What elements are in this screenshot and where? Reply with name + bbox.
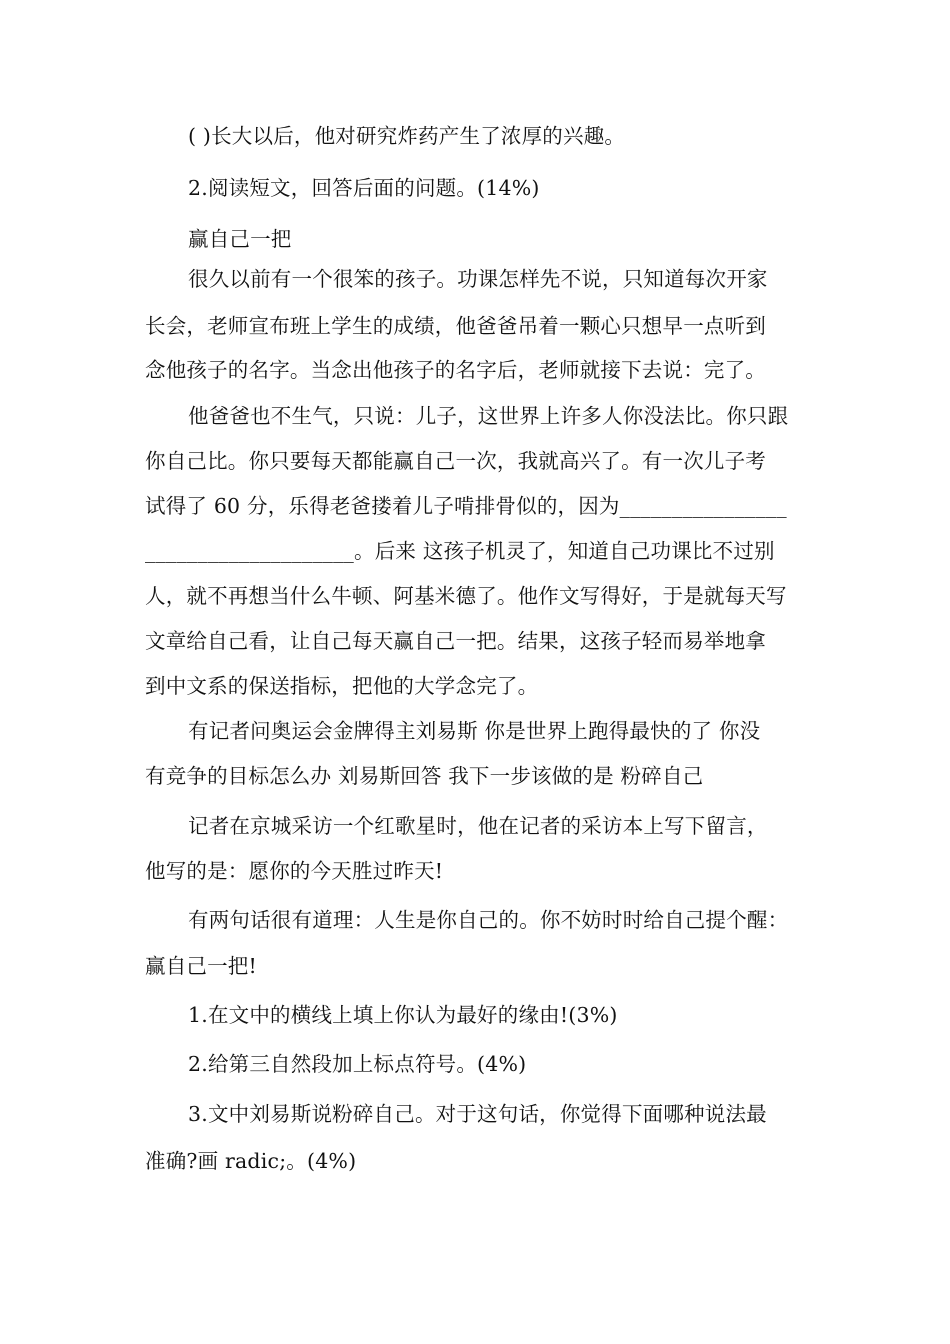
paragraph-line: 念他孩子的名字。当念出他孩子的名字后，老师就接下去说：完了。 [145, 358, 766, 382]
sub-question: 3.文中刘易斯说粉碎自己。对于这句话，你觉得下面哪种说法最 [188, 1102, 767, 1126]
sub-question: 准确?画 radic;。(4%) [145, 1149, 357, 1173]
paragraph-line: 很久以前有一个很笨的孩子。功课怎样先不说，只知道每次开家 [188, 267, 768, 291]
question-heading: 2.阅读短文，回答后面的问题。(14%) [188, 176, 540, 200]
paragraph-line: 人，就不再想当什么牛顿、阿基米德了。他作文写得好，于是就每天写 [145, 584, 787, 608]
paragraph-line: 长会，老师宣布班上学生的成绩，他爸爸吊着一颗心只想早一点听到 [145, 314, 766, 338]
paragraph-line: 有记者问奥运会金牌得主刘易斯 你是世界上跑得最快的了 你没 [188, 719, 761, 743]
text-line: ( )长大以后，他对研究炸药产生了浓厚的兴趣。 [188, 124, 626, 148]
paragraph-line: 试得了 60 分，乐得老爸搂着儿子啃排骨似的，因为________________ [145, 494, 787, 518]
paragraph-line: 他爸爸也不生气，只说：儿子，这世界上许多人你没法比。你只跟 [188, 404, 789, 428]
sub-question: 1.在文中的横线上填上你认为最好的缘由!(3%) [188, 1003, 618, 1027]
sub-question: 2.给第三自然段加上标点符号。(4%) [188, 1052, 527, 1076]
paragraph-line: 有竞争的目标怎么办 刘易斯回答 我下一步该做的是 粉碎自己 [145, 764, 704, 788]
paragraph-line: 记者在京城采访一个红歌星时，他在记者的采访本上写下留言， [188, 814, 768, 838]
paragraph-line: 文章给自己看，让自己每天赢自己一把。结果，这孩子轻而易举地拿 [145, 629, 766, 653]
paragraph-line: 到中文系的保送指标，把他的大学念完了。 [145, 674, 539, 698]
article-title: 赢自己一把 [188, 227, 292, 251]
paragraph-line: ____________________。后来 这孩子机灵了，知道自己功课比不过别 [145, 539, 775, 563]
paragraph-line: 他写的是：愿你的今天胜过昨天! [145, 859, 444, 883]
paragraph-line: 赢自己一把! [145, 954, 257, 978]
paragraph-line: 有两句话很有道理：人生是你自己的。你不妨时时给自己提个醒： [188, 908, 789, 932]
paragraph-line: 你自己比。你只要每天都能赢自己一次，我就高兴了。有一次儿子考 [145, 449, 766, 473]
